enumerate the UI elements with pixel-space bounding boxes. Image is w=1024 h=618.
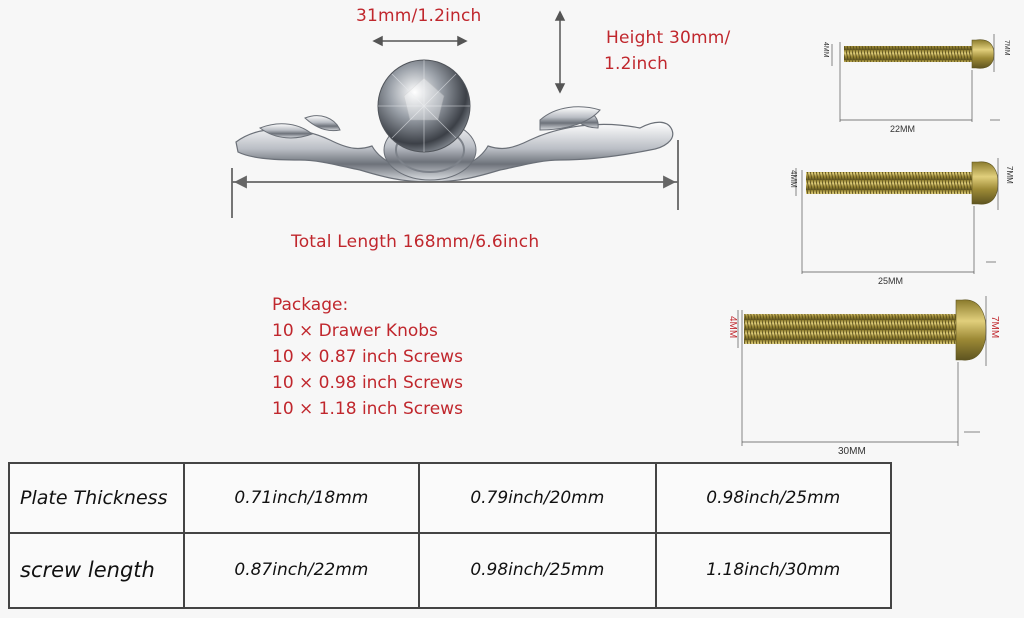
package-item: 10 × 0.87 inch Screws — [272, 347, 463, 367]
screw-length-header: screw length — [9, 533, 184, 608]
screw-2-diameter-label: 4MM — [789, 170, 798, 188]
screw-1-length-label: 22MM — [890, 124, 916, 134]
screw-3-length-label: 30MM — [838, 446, 866, 457]
screw-2-length-label: 25MM — [878, 276, 904, 286]
spec-table — [8, 462, 892, 609]
package-item: 10 × Drawer Knobs — [272, 321, 438, 341]
table-cell: 1.18inch/30mm — [656, 533, 891, 608]
width-dimension-arrow — [374, 37, 466, 45]
package-item: 10 × 0.98 inch Screws — [272, 373, 463, 393]
screw-25mm-image — [796, 158, 998, 274]
screw-3-head-label: 7MM — [989, 316, 1000, 339]
table-row — [9, 533, 891, 608]
height-dimension-arrow — [556, 12, 564, 92]
screw-30mm-image — [738, 296, 986, 446]
table-cell: 0.71inch/18mm — [184, 463, 419, 533]
width-dimension-label: 31mm/1.2inch — [356, 6, 482, 26]
package-item: 10 × 1.18 inch Screws — [272, 399, 463, 419]
total-length-label: Total Length 168mm/6.6inch — [291, 232, 540, 252]
table-cell: 0.87inch/22mm — [184, 533, 419, 608]
table-cell: 0.98inch/25mm — [419, 533, 655, 608]
package-contents — [272, 292, 463, 422]
package-title: Package: — [272, 295, 349, 315]
screw-1-diameter-label: 4MM — [822, 42, 829, 58]
screw-1-head-label: 7MM — [1003, 40, 1010, 56]
table-row — [9, 463, 891, 533]
table-cell: 0.98inch/25mm — [656, 463, 891, 533]
height-dimension-label-line2: 1.2inch — [604, 54, 669, 74]
table-cell: 0.79inch/20mm — [419, 463, 655, 533]
height-dimension-label-line1: Height 30mm/ — [606, 28, 731, 48]
plate-thickness-header: Plate Thickness — [9, 463, 184, 533]
drawer-knob-image — [236, 60, 673, 182]
screw-3-diameter-label: 4MM — [727, 316, 738, 339]
screw-2-head-label: 7MM — [1005, 166, 1014, 184]
screw-22mm-image — [832, 34, 1000, 122]
